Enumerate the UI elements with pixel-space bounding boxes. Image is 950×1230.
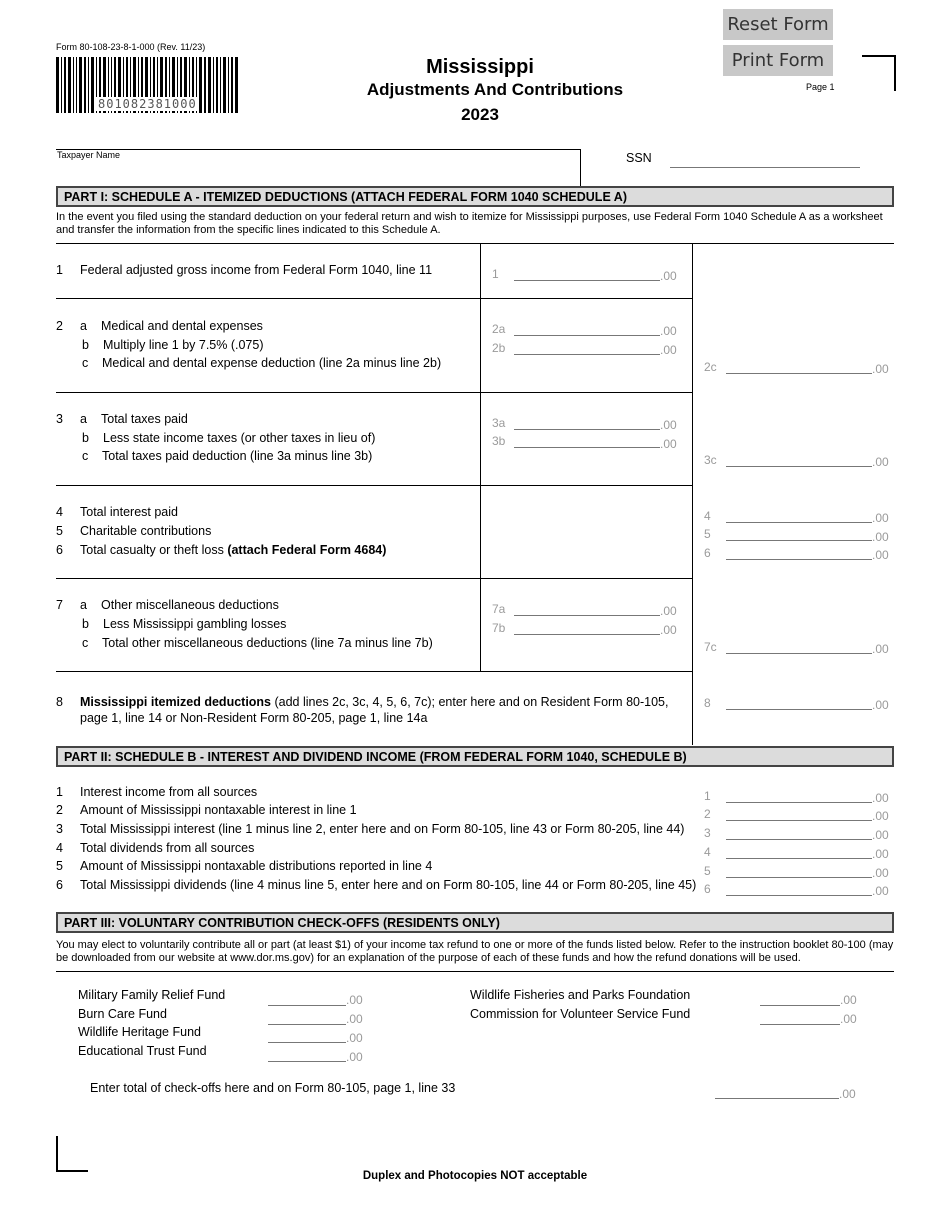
line3a-input[interactable] bbox=[514, 429, 660, 430]
fund-educational-trust: Educational Trust Fund bbox=[78, 1044, 207, 1058]
p2-line6-input[interactable] bbox=[726, 895, 872, 896]
print-form-button[interactable]: Print Form bbox=[723, 45, 833, 76]
p2-line2-cents: .00 bbox=[872, 809, 889, 823]
line2b-letter: b bbox=[82, 338, 89, 352]
p2-line4-box-label: 4 bbox=[704, 845, 711, 859]
taxpayer-name-label: Taxpayer Name bbox=[57, 150, 121, 160]
fund-wildlife-fisheries-parks: Wildlife Fisheries and Parks Foundation bbox=[470, 988, 691, 1002]
checkoff-total-cents: .00 bbox=[839, 1087, 856, 1101]
line3c-cents: .00 bbox=[872, 455, 889, 469]
line2b-box-label: 2b bbox=[492, 341, 506, 355]
line6-input[interactable] bbox=[726, 559, 872, 560]
line2b-input[interactable] bbox=[514, 354, 660, 355]
line7-num: 7 bbox=[56, 598, 63, 612]
taxpayer-name-field[interactable] bbox=[56, 149, 581, 186]
p2-line1-num: 1 bbox=[56, 785, 63, 799]
p2-line1-text: Interest income from all sources bbox=[80, 785, 258, 799]
line2a-input[interactable] bbox=[514, 335, 660, 336]
p2-line3-cents: .00 bbox=[872, 828, 889, 842]
ssn-input[interactable] bbox=[670, 167, 860, 168]
line6-cents: .00 bbox=[872, 548, 889, 562]
line3a-letter: a bbox=[80, 412, 87, 426]
line7b-cents: .00 bbox=[660, 623, 677, 637]
p2-line3-input[interactable] bbox=[726, 839, 872, 840]
p2-line2-box-label: 2 bbox=[704, 807, 711, 821]
line2c-input[interactable] bbox=[726, 373, 872, 374]
p2-line5-num: 5 bbox=[56, 859, 63, 873]
line2b-text: Multiply line 1 by 7.5% (.075) bbox=[103, 338, 264, 352]
line2c-text: Medical and dental expense deduction (line 2a minus line 2b) bbox=[102, 356, 442, 370]
line7a-letter: a bbox=[80, 598, 87, 612]
line8-cents: .00 bbox=[872, 698, 889, 712]
line2c-letter: c bbox=[82, 356, 89, 370]
line8-text2: page 1, line 14 or Non-Resident Form 80-205, page 1, line 14a bbox=[80, 711, 428, 725]
line3c-text: Total taxes paid deduction (line 3a minus line 3b) bbox=[102, 449, 373, 463]
line5-input[interactable] bbox=[726, 540, 872, 541]
part3-header: PART III: VOLUNTARY CONTRIBUTION CHECK-OFFS (RESIDENTS ONLY) bbox=[56, 912, 894, 933]
line3c-box-label: 3c bbox=[704, 453, 717, 467]
line3c-input[interactable] bbox=[726, 466, 872, 467]
form-subtitle: Adjustments And Contributions bbox=[366, 80, 624, 99]
line6-box-label: 6 bbox=[704, 546, 711, 560]
fund-burn-care: Burn Care Fund bbox=[78, 1007, 167, 1021]
line7b-letter: b bbox=[82, 617, 89, 631]
line7a-text: Other miscellaneous deductions bbox=[101, 598, 279, 612]
fund-wildlife-heritage-cents: .00 bbox=[346, 1031, 363, 1045]
form-title: Mississippi bbox=[426, 56, 534, 78]
fund-burn-cents: .00 bbox=[346, 1012, 363, 1026]
form-id: Form 80-108-23-8-1-000 (Rev. 11/23) bbox=[56, 42, 206, 52]
p2-line1-input[interactable] bbox=[726, 802, 872, 803]
line2-num: 2 bbox=[56, 319, 63, 333]
part2-header: PART II: SCHEDULE B - INTEREST AND DIVIDEND INCOME (FROM FEDERAL FORM 1040, SCHEDULE B) bbox=[56, 746, 894, 767]
line5-box-label: 5 bbox=[704, 527, 711, 541]
line3b-letter: b bbox=[82, 431, 89, 445]
fund-wildlife-heritage-input[interactable] bbox=[268, 1042, 346, 1043]
line8-num: 8 bbox=[56, 695, 63, 709]
fund-wildlife-fisheries-parks-input[interactable] bbox=[760, 1005, 840, 1006]
p2-line6-text: Total Mississippi dividends (line 4 minus line 5, enter here and on Form 80-105, line 44 or Form 80-205, line 45) bbox=[80, 878, 697, 892]
line7b-text: Less Mississippi gambling losses bbox=[103, 617, 287, 631]
p2-line2-num: 2 bbox=[56, 803, 63, 817]
p2-line4-cents: .00 bbox=[872, 847, 889, 861]
fund-military-family-relief: Military Family Relief Fund bbox=[78, 988, 226, 1002]
p2-line2-text: Amount of Mississippi nontaxable interest in line 1 bbox=[80, 803, 357, 817]
line4-box-label: 4 bbox=[704, 509, 711, 523]
p2-line3-num: 3 bbox=[56, 822, 63, 836]
p2-line5-box-label: 5 bbox=[704, 864, 711, 878]
line2a-letter: a bbox=[80, 319, 87, 333]
part3-intro: You may elect to voluntarily contribute all or part (at least $1) of your income tax refund to one or more of the funds listed below. Refer to the instruction booklet 80-100 (may be downloaded from our website at www.dor.ms.gov) for an explanation of the purpose of each of these funds and how the refund donations will be used. bbox=[56, 939, 894, 964]
line1-num: 1 bbox=[56, 263, 63, 277]
line3-num: 3 bbox=[56, 412, 63, 426]
line3b-text: Less state income taxes (or other taxes in lieu of) bbox=[103, 431, 376, 445]
form-year: 2023 bbox=[461, 105, 499, 124]
line1-box-label: 1 bbox=[492, 267, 499, 281]
checkoff-total-input[interactable] bbox=[715, 1098, 839, 1099]
line2a-cents: .00 bbox=[660, 324, 677, 338]
reset-form-button[interactable]: Reset Form bbox=[723, 9, 833, 40]
line2a-box-label: 2a bbox=[492, 322, 506, 336]
line3c-letter: c bbox=[82, 449, 89, 463]
line3b-input[interactable] bbox=[514, 447, 660, 448]
fund-wildlife-heritage: Wildlife Heritage Fund bbox=[78, 1025, 201, 1039]
fund-volunteer-service-input[interactable] bbox=[760, 1024, 840, 1025]
line7a-cents: .00 bbox=[660, 604, 677, 618]
line7a-box-label: 7a bbox=[492, 602, 506, 616]
fund-wildlife-fisheries-cents: .00 bbox=[840, 993, 857, 1007]
line3a-text: Total taxes paid bbox=[101, 412, 188, 426]
p2-line5-text: Amount of Mississippi nontaxable distributions reported in line 4 bbox=[80, 859, 433, 873]
line1-input[interactable] bbox=[514, 280, 660, 281]
footer-notice: Duplex and Photocopies NOT acceptable bbox=[362, 1170, 588, 1182]
page-number: Page 1 bbox=[806, 82, 835, 92]
line2c-cents: .00 bbox=[872, 362, 889, 376]
part1-header: PART I: SCHEDULE A - ITEMIZED DEDUCTIONS (ATTACH FEDERAL FORM 1040 SCHEDULE A) bbox=[56, 186, 894, 207]
line2a-text: Medical and dental expenses bbox=[101, 319, 263, 333]
p2-line3-text: Total Mississippi interest (line 1 minus line 2, enter here and on Form 80-105, line 43 or Form 80-205, line 44) bbox=[80, 822, 685, 836]
line8-input[interactable] bbox=[726, 709, 872, 710]
p2-line3-box-label: 3 bbox=[704, 826, 711, 840]
p2-line4-num: 4 bbox=[56, 841, 63, 855]
corner-mark-bottom-left bbox=[56, 1136, 88, 1172]
fund-military-family-relief-input[interactable] bbox=[268, 1005, 346, 1006]
line4-cents: .00 bbox=[872, 511, 889, 525]
p2-line6-num: 6 bbox=[56, 878, 63, 892]
line1-cents: .00 bbox=[660, 269, 677, 283]
fund-educational-cents: .00 bbox=[346, 1050, 363, 1064]
fund-volunteer-service: Commission for Volunteer Service Fund bbox=[470, 1007, 691, 1021]
p2-line4-input[interactable] bbox=[726, 858, 872, 859]
line6-text: Total casualty or theft loss (attach Federal Form 4684) bbox=[80, 543, 387, 557]
line7b-input[interactable] bbox=[514, 634, 660, 635]
line4-num: 4 bbox=[56, 505, 63, 519]
line3b-cents: .00 bbox=[660, 437, 677, 451]
p2-line5-cents: .00 bbox=[872, 866, 889, 880]
line7c-box-label: 7c bbox=[704, 640, 717, 654]
line5-cents: .00 bbox=[872, 530, 889, 544]
line6-num: 6 bbox=[56, 543, 63, 557]
line1-text: Federal adjusted gross income from Federal Form 1040, line 11 bbox=[80, 263, 433, 277]
line8-text: Mississippi itemized deductions (add lines 2c, 3c, 4, 5, 6, 7c); enter here and on Resident Form 80-105, bbox=[80, 695, 669, 709]
line7b-box-label: 7b bbox=[492, 621, 506, 635]
p2-line6-cents: .00 bbox=[872, 884, 889, 898]
line4-text: Total interest paid bbox=[80, 505, 178, 519]
line7c-letter: c bbox=[82, 636, 89, 650]
line7a-input[interactable] bbox=[514, 615, 660, 616]
fund-educational-trust-input[interactable] bbox=[268, 1061, 346, 1062]
line3a-box-label: 3a bbox=[492, 416, 506, 430]
p2-line1-box-label: 1 bbox=[704, 789, 711, 803]
p2-line2-input[interactable] bbox=[726, 820, 872, 821]
line3a-cents: .00 bbox=[660, 418, 677, 432]
line7c-input[interactable] bbox=[726, 653, 872, 654]
p2-line1-cents: .00 bbox=[872, 791, 889, 805]
fund-volunteer-cents: .00 bbox=[840, 1012, 857, 1026]
line4-input[interactable] bbox=[726, 522, 872, 523]
fund-military-cents: .00 bbox=[346, 993, 363, 1007]
line3b-box-label: 3b bbox=[492, 434, 506, 448]
corner-mark-top-right bbox=[862, 55, 896, 91]
barcode-number: 801082381000 bbox=[98, 97, 197, 111]
line7c-cents: .00 bbox=[872, 642, 889, 656]
p2-line4-text: Total dividends from all sources bbox=[80, 841, 255, 855]
line5-num: 5 bbox=[56, 524, 63, 538]
line7c-text: Total other miscellaneous deductions (line 7a minus line 7b) bbox=[102, 636, 433, 650]
checkoff-total-text: Enter total of check-offs here and on Form 80-105, page 1, line 33 bbox=[90, 1081, 456, 1095]
p2-line5-input[interactable] bbox=[726, 877, 872, 878]
line8-box-label: 8 bbox=[704, 696, 711, 710]
fund-burn-care-input[interactable] bbox=[268, 1024, 346, 1025]
line2c-box-label: 2c bbox=[704, 360, 717, 374]
part1-intro: In the event you filed using the standard deduction on your federal return and wish to itemize for Mississippi purposes, use Federal Form 1040 Schedule A as a worksheet and transfer the information from the specific lines indicated to this Schedule A. bbox=[56, 211, 883, 236]
p2-line6-box-label: 6 bbox=[704, 882, 711, 896]
line2b-cents: .00 bbox=[660, 343, 677, 357]
line5-text: Charitable contributions bbox=[80, 524, 212, 538]
ssn-label: SSN bbox=[626, 151, 652, 165]
